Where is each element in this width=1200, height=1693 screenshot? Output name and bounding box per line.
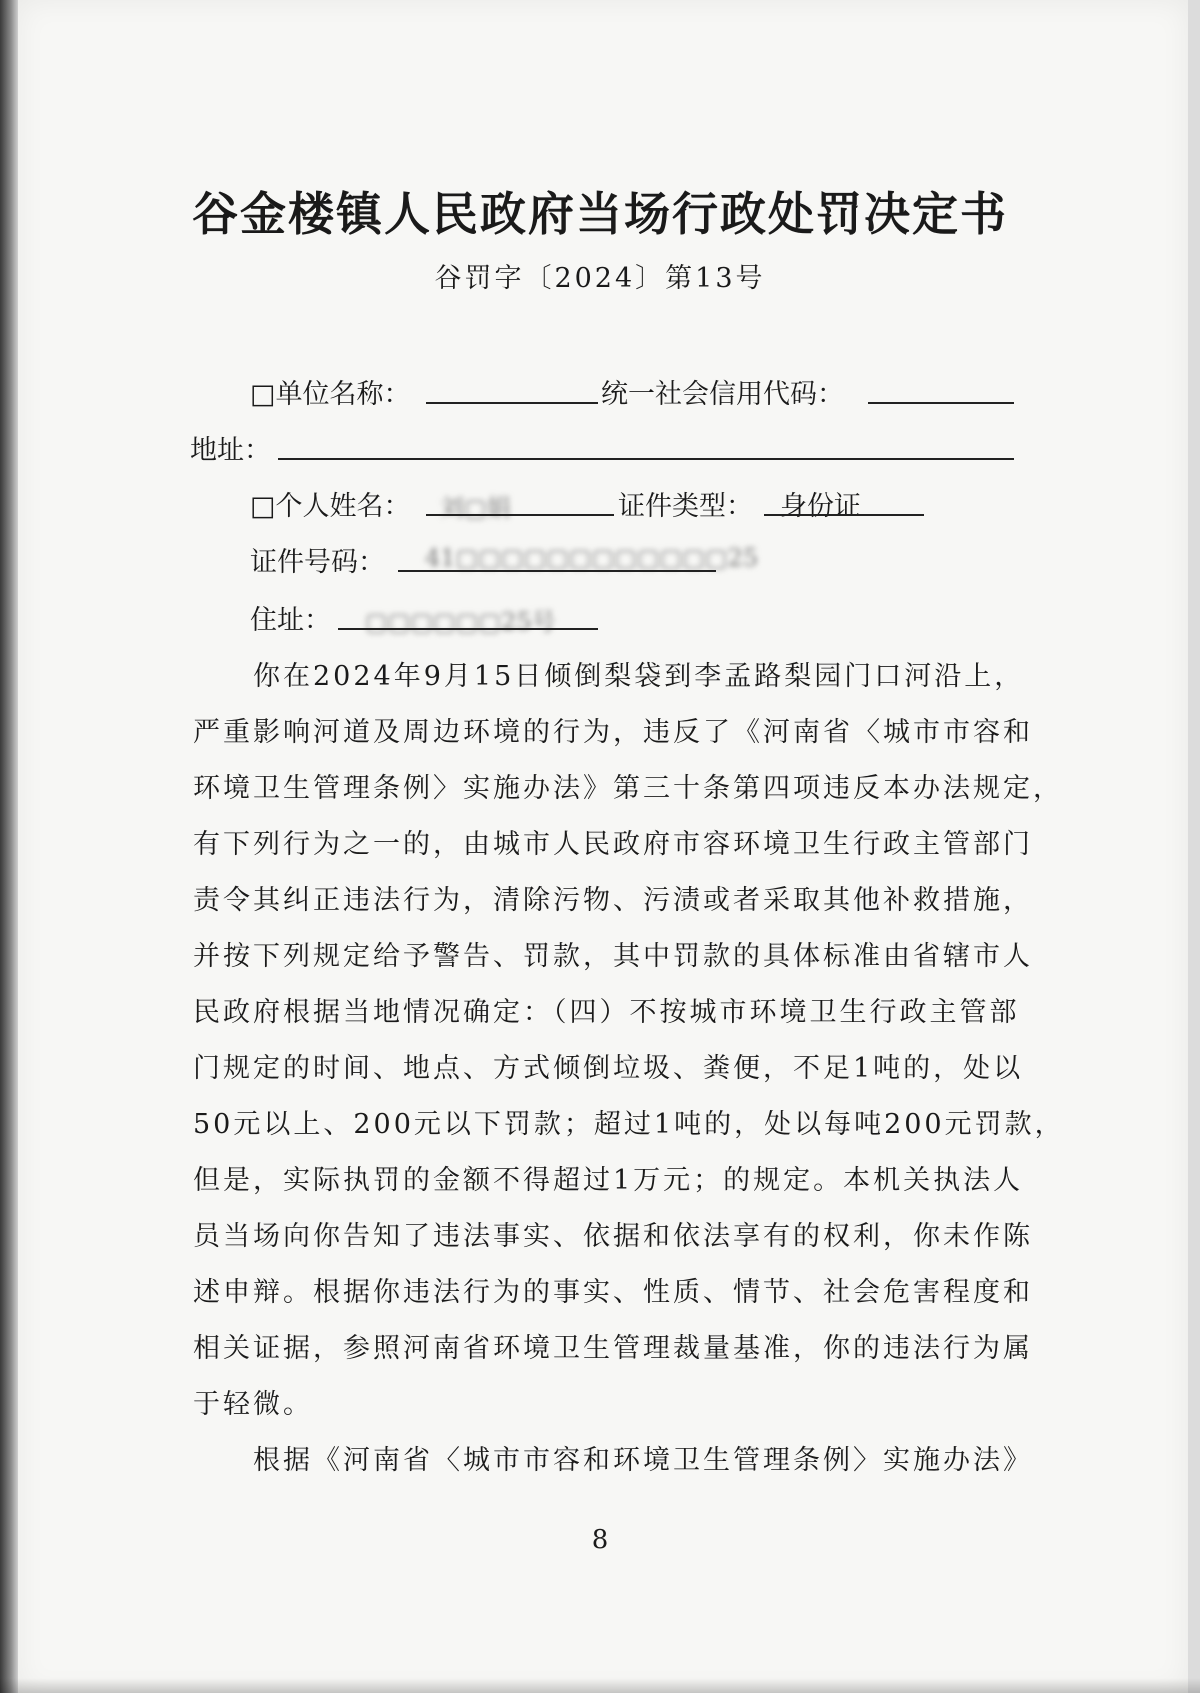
paragraph-line: 根据《河南省〈城市市容和环境卫生管理条例〉实施办法》 bbox=[253, 1445, 1033, 1476]
paragraph-line: 你在2024年9月15日倾倒梨袋到李孟路梨园门口河沿上， bbox=[253, 661, 1025, 692]
unit-address-blank bbox=[278, 458, 1014, 460]
id-type-underline bbox=[764, 514, 924, 516]
paragraph-line: 民政府根据当地情况确定：（四）不按城市环境卫生行政主管部 bbox=[193, 997, 1020, 1028]
unit-address-label: 地址： bbox=[190, 435, 271, 466]
page-bottom-shadow bbox=[0, 1678, 1200, 1693]
paragraph-line: 述申辩。根据你违法行为的事实、性质、情节、社会危害程度和 bbox=[193, 1277, 1033, 1308]
id-type-label: 证件类型： bbox=[618, 491, 753, 522]
credit-code-blank bbox=[868, 402, 1014, 404]
paragraph-line: 门规定的时间、地点、方式倾倒垃圾、粪便，不足1吨的，处以 bbox=[193, 1053, 1024, 1084]
paragraph-line: 但是，实际执罚的金额不得超过1万元；的规定。本机关执法人 bbox=[193, 1165, 1024, 1196]
id-number-underline bbox=[398, 570, 716, 572]
paragraph-line: 并按下列规定给予警告、罚款，其中罚款的具体标准由省辖市人 bbox=[193, 941, 1033, 972]
page-left-edge bbox=[0, 0, 18, 1693]
paragraph-line: 50元以上、200元以下罚款；超过1吨的，处以每吨200元罚款， bbox=[193, 1109, 1065, 1140]
unit-name-blank bbox=[426, 402, 598, 404]
credit-code-label: 统一社会信用代码： bbox=[601, 379, 844, 410]
document-number: 谷罚字〔2024〕第13号 bbox=[434, 263, 766, 294]
id-number-label: 证件号码： bbox=[250, 547, 385, 578]
id-number-value: 41▢▢▢▢▢▢▢▢▢▢▢▢25 bbox=[425, 544, 759, 572]
paragraph-line: 相关证据，参照河南省环境卫生管理裁量基准，你的违法行为属 bbox=[193, 1333, 1033, 1364]
residence-label: 住址： bbox=[250, 605, 331, 636]
page-number: 8 bbox=[591, 1525, 609, 1555]
person-name-value: 刘▢娟 bbox=[440, 494, 511, 522]
paragraph-line: 员当场向你告知了违法事实、依据和依法享有的权利，你未作陈 bbox=[193, 1221, 1033, 1252]
person-name-label: □个人姓名： bbox=[250, 491, 411, 522]
paragraph-line: 于轻微。 bbox=[193, 1389, 313, 1420]
residence-underline bbox=[338, 628, 598, 630]
paragraph-line: 有下列行为之一的，由城市人民政府市容环境卫生行政主管部门 bbox=[193, 829, 1033, 860]
residence-value: ▢▢▢▢▢▢25号 bbox=[365, 608, 556, 636]
document-title: 谷金楼镇人民政府当场行政处罚决定书 bbox=[192, 187, 1008, 241]
person-name-underline bbox=[426, 514, 614, 516]
paragraph-line: 环境卫生管理条例〉实施办法》第三十条第四项违反本办法规定， bbox=[193, 773, 1063, 804]
paragraph-line: 责令其纠正违法行为，清除污物、污渍或者采取其他补救措施， bbox=[193, 885, 1033, 916]
paragraph-line: 严重影响河道及周边环境的行为，违反了《河南省〈城市市容和 bbox=[193, 717, 1033, 748]
unit-name-label: □单位名称： bbox=[250, 379, 411, 410]
id-type-value: 身份证 bbox=[780, 491, 861, 522]
